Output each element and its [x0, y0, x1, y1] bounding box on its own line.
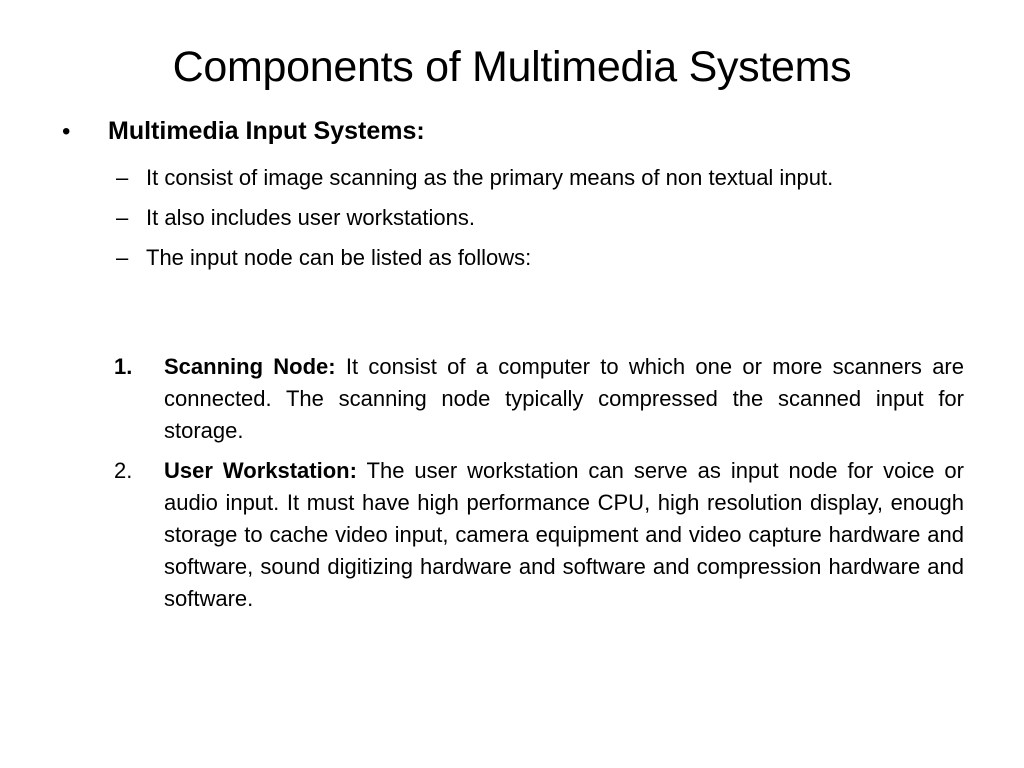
item-description: The user workstation can serve as input node for voice or audio input. It must have high performance CPU, high resolution display, enough storage to cache video input, camera equipment and video capture hardware and software, sound digitizing hardware and software and compression hardware and software. — [164, 458, 964, 611]
numbered-item-body — [164, 455, 964, 615]
number-marker: 2. — [114, 458, 133, 483]
item-description: It consist of a computer to which one or more scanners are connected. The scanning node typically compressed the scanned input for storage. — [164, 354, 964, 443]
sub-bullet-text: The input node can be listed as follows: — [146, 245, 532, 270]
sub-bullet-text: It consist of image scanning as the primary means of non textual input. — [146, 165, 834, 190]
numbered-item-body — [164, 351, 964, 447]
dash-marker: – — [116, 205, 129, 230]
sub-bullet-item — [116, 162, 964, 194]
sub-bullet-item — [116, 202, 964, 234]
number-marker: 1. — [114, 354, 133, 379]
bullet-marker: • — [62, 118, 71, 145]
main-bullet-text: Multimedia Input Systems: — [108, 117, 425, 145]
sub-bullet-item — [116, 242, 964, 274]
sub-bullet-text: It also includes user workstations. — [146, 205, 475, 230]
main-bullet — [62, 117, 425, 146]
item-term: Scanning Node: — [164, 354, 336, 379]
dash-marker: – — [116, 165, 129, 190]
numbered-item-scanning-node — [114, 351, 964, 447]
numbered-list — [114, 351, 964, 623]
dash-marker: – — [116, 245, 129, 270]
sub-bullet-list — [116, 162, 964, 282]
slide-title: Components of Multimedia Systems — [172, 43, 852, 91]
item-term: User Workstation: — [164, 458, 357, 483]
numbered-item-user-workstation — [114, 455, 964, 615]
